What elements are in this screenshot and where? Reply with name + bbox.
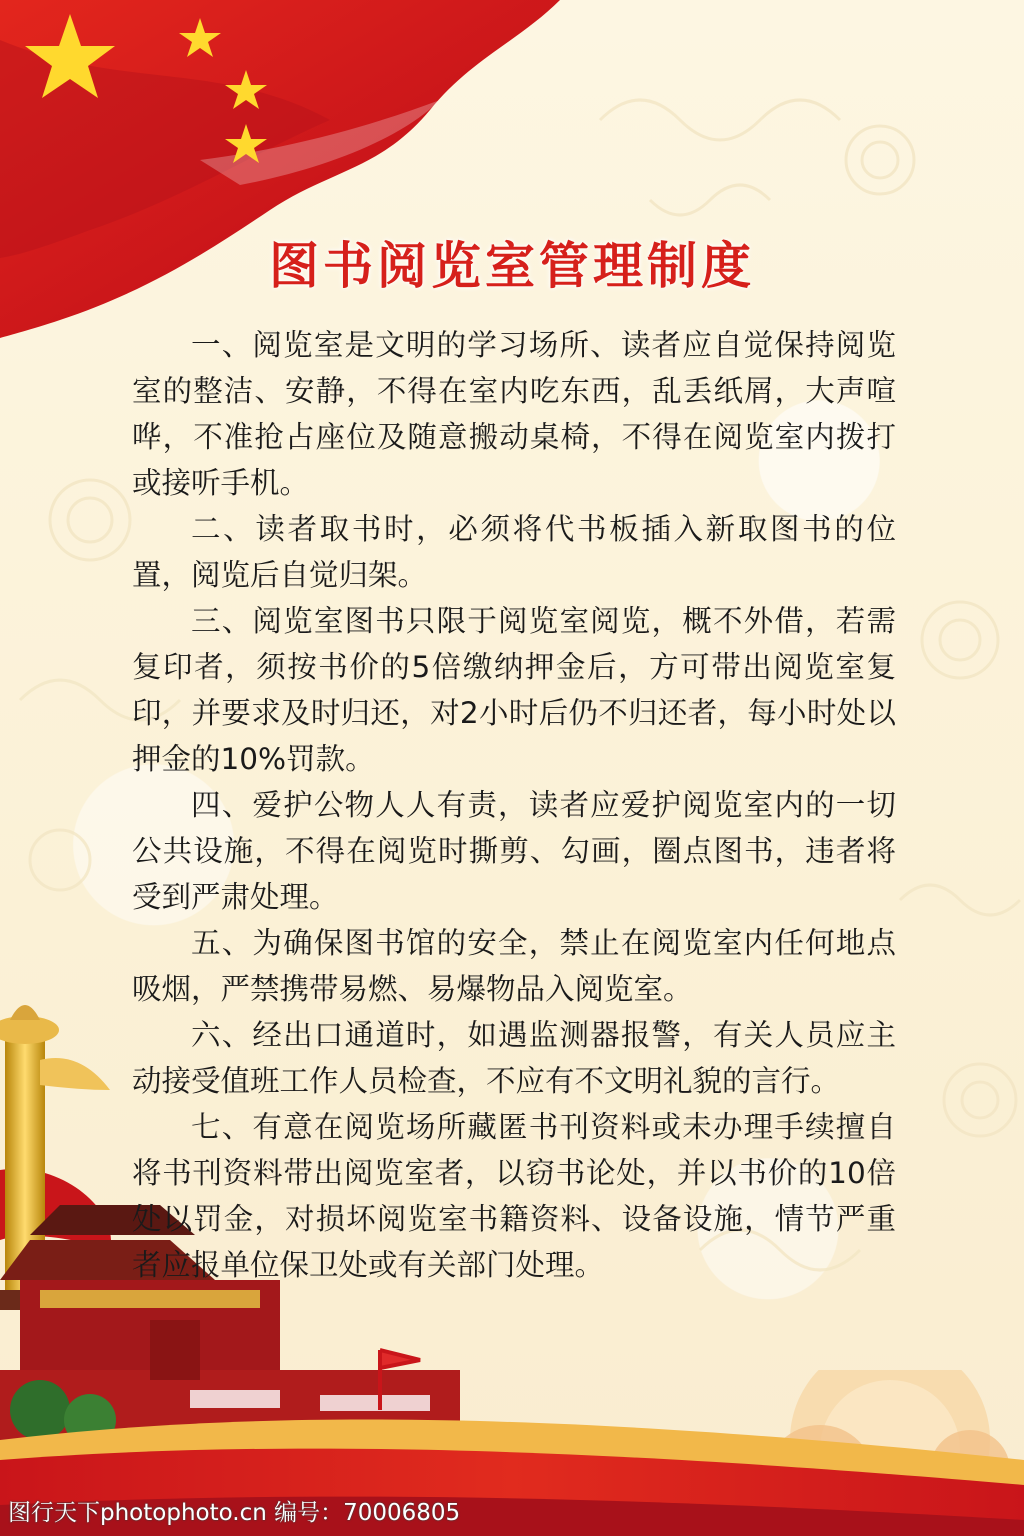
rule-1: 一、阅览室是文明的学习场所、读者应自觉保持阅览室的整洁、安静，不得在室内吃东西，乱丢纸屑，大声喧哗，不准抢占座位及随意搬动桌椅，不得在阅览室内拨打或接听手机。 — [132, 328, 896, 500]
rule-4: 四、爱护公物人人有责，读者应爱护阅览室内的一切公共设施，不得在阅览时撕剪、勾画，圈点图书，违者将受到严肃处理。 — [132, 788, 896, 914]
rule-6: 六、经出口通道时，如遇监测器报警，有关人员应主动接受值班工作人员检查，不应有不文明礼貌的言行。 — [132, 1018, 896, 1098]
rule-3: 三、阅览室图书只限于阅览室阅览，概不外借，若需复印者，须按书价的5倍缴纳押金后，方可带出阅览室复印，并要求及时归还，对2小时后仍不归还者，每小时处以押金的10%罚款。 — [132, 604, 896, 776]
rule-2: 二、读者取书时，必须将代书板插入新取图书的位置，阅览后自觉归架。 — [132, 512, 896, 592]
watermark-text: 图行天下photophoto.cn 编号：70006805 — [8, 1500, 461, 1526]
rule-5: 五、为确保图书馆的安全，禁止在阅览室内任何地点吸烟，严禁携带易燃、易爆物品入阅览室。 — [132, 926, 896, 1006]
page-title: 图书阅览室管理制度 — [269, 237, 755, 295]
rules-list — [132, 322, 896, 1288]
rule-7: 七、有意在阅览场所藏匿书刊资料或未办理手续擅自将书刊资料带出阅览室者，以窃书论处，并以书价的10倍处以罚金，对损坏阅览室书籍资料、设备设施，情节严重者应报单位保卫处或有关部门处理。 — [132, 1110, 896, 1282]
